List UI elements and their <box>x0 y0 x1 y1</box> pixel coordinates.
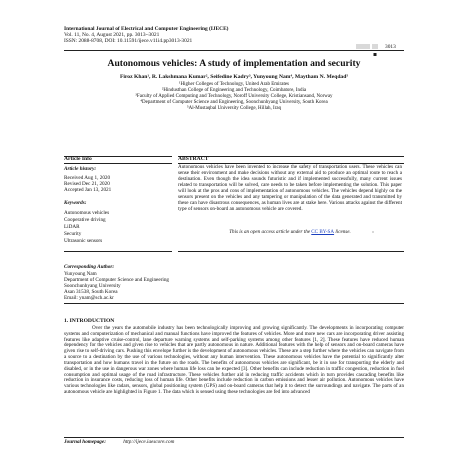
received-date: Received Aug 1, 2020 <box>64 175 111 181</box>
keyword-item: Autonomous vehicles <box>64 210 110 216</box>
footer <box>64 439 174 445</box>
license-link[interactable]: CC BY-SA <box>311 229 335 235</box>
affiliation-1: ¹Higher Colleges of Technology, United Arab Emirates <box>178 82 289 87</box>
corresponding-rule <box>64 303 404 304</box>
header-rule <box>64 50 404 51</box>
abstract-heading: ABSTRACT <box>178 156 209 162</box>
affiliation-5: ⁵Al-Mustaqbal University College, Hillah, Iraq <box>186 106 282 111</box>
article-info-heading: Article Info <box>64 156 92 162</box>
license-suffix: license. <box>335 229 351 235</box>
abstract-text: Autonomous vehicles have been invented to increase the safety of transportation users. These vehicles can sense their environment and make decisions without any external aid to produce an optimal route to reach a destination. Even though the idea sounds futuristic and if implemented successfully, many current issues related to transportation will be solved, care needs to be taken before implementing the solution. This paper will look at the pros and cons of implementation of autonomous vehicles. The vehicles depend highly on the sensors present on the vehicles and any tampering or manipulation of the data generated and transmitted by these can have disastrous consequences, as human lives are at stake here. Various attacks against the different type of sensors on-board an autonomous vehicle are covered. <box>178 164 402 212</box>
corresponding-univ: Soonchunhyang University <box>64 283 121 289</box>
corresponding-email: Email: ynam@sch.ac.kr <box>64 295 114 301</box>
keywords-heading: Keywords: <box>64 200 87 206</box>
page-number: 3013 <box>385 44 396 50</box>
header-ribbon-icon <box>372 44 378 49</box>
footer-rule <box>64 437 404 438</box>
keyword-item: Cooperative driving <box>64 217 106 223</box>
license-badge-dot <box>372 231 374 233</box>
abstract-rule-bottom <box>178 251 404 252</box>
corresponding-address: Asan 31538, South Korea <box>64 289 118 295</box>
journal-name: International Journal of Electrical and Computer Engineering (IJECE) <box>64 26 229 32</box>
revised-date: Revised Dec 21, 2020 <box>64 181 110 187</box>
journal-issn-doi: ISSN: 2088-8708, DOI: 10.11591/ijece.v11i4.pp3013-3021 <box>64 38 193 44</box>
journal-volume: Vol. 11, No. 4, August 2021, pp. 3013~3021 <box>64 32 160 38</box>
abstract-rule-top <box>178 156 404 157</box>
intro-text: Over the years the automobile industry has been technologically improving and growing significantly. The developments in incorporating computer systems and computerization of mechanical and manual functions have improved the features of vehicles. More and more new cars are incorporating driver assisting features like adaptive cruise-control, lane departure warning systems and self-parking systems among other features [1, 2]. These features have reduced human dependency for the vehicles and given rise to vehicles that are partly autonomous in nature. Additional features with the help of sensors and on-board cameras have given rise to self-driving cars. Pushing this envelope further is the development of autonomous vehicles. These are a step further where the vehicles can navigate from a source to a destination by the use of various technologies, without any human intervention. These autonomous vehicles have the potential to significantly alter transportation and how humans travel in the future on the roads. The benefits of autonomous vehicles are significant, be it in use for transporting the elderly and disabled, or in the use in dangerous war zones where human life loss can be expected [3]. Other benefits can include reduction in traffic congestion, reduction in fuel consumption and optimal usage of the road infrastructure. These vehicles further aid in reducing traffic accidents which in turn provides cascading benefits like reduction in insurance costs, reducing loss of human life. Other benefits include reduction in carbon emissions and lesser air pollution. Autonomous vehicles have various technologies like radars, sensors, global positioning system (GPS) and on-board cameras that help it to detect the surroundings and navigate. The parts of an autonomous vehicle are highlighted in Figure 1. The data which is sensed using these technologies are fed into advanced <box>64 325 404 395</box>
keyword-item: LiDAR <box>64 224 80 230</box>
article-info-rule-bottom <box>64 251 172 252</box>
affiliation-2: ²Hindusthan College of Engineering and Technology, Coimbatore, India <box>161 88 307 93</box>
license-line <box>178 229 402 235</box>
corresponding-name: Yunyoung Nam <box>64 271 97 277</box>
corresponding-heading: Corresponding Author: <box>64 264 115 270</box>
accepted-date: Accepted Jan 13, 2021 <box>64 187 112 193</box>
paper-title: Autonomous vehicles: A study of implementation and security <box>107 58 361 69</box>
license-prefix: This is an open access article under the <box>229 229 310 235</box>
footer-url[interactable]: http://ijece.iaescore.com <box>123 439 175 445</box>
affiliation-3: ³Faculty of Applied Computing and Technology, Noroff University College, Kristiansand, Norway <box>135 94 333 99</box>
intro-heading: 1. INTRODUCTION <box>64 318 115 324</box>
author-list: Firoz Khan¹, R. Lakshmana Kumar², Seifedine Kadry³, Yunyoung Nam⁴, Maytham N. Meqdad⁵ <box>119 74 349 80</box>
article-info-rule <box>64 163 172 164</box>
keyword-item: Ultrasonic sensors <box>64 238 103 244</box>
footer-label: Journal homepage: <box>64 439 106 445</box>
keyword-item: Security <box>64 231 82 237</box>
header-ribbon <box>356 44 370 49</box>
corresponding-dept: Department of Computer Science and Engineering <box>64 277 170 283</box>
affiliation-4: ⁴Department of Computer Science and Engineering, Soonchunhyang University, South Korea <box>140 100 328 105</box>
article-history-heading: Article history: <box>64 166 97 172</box>
